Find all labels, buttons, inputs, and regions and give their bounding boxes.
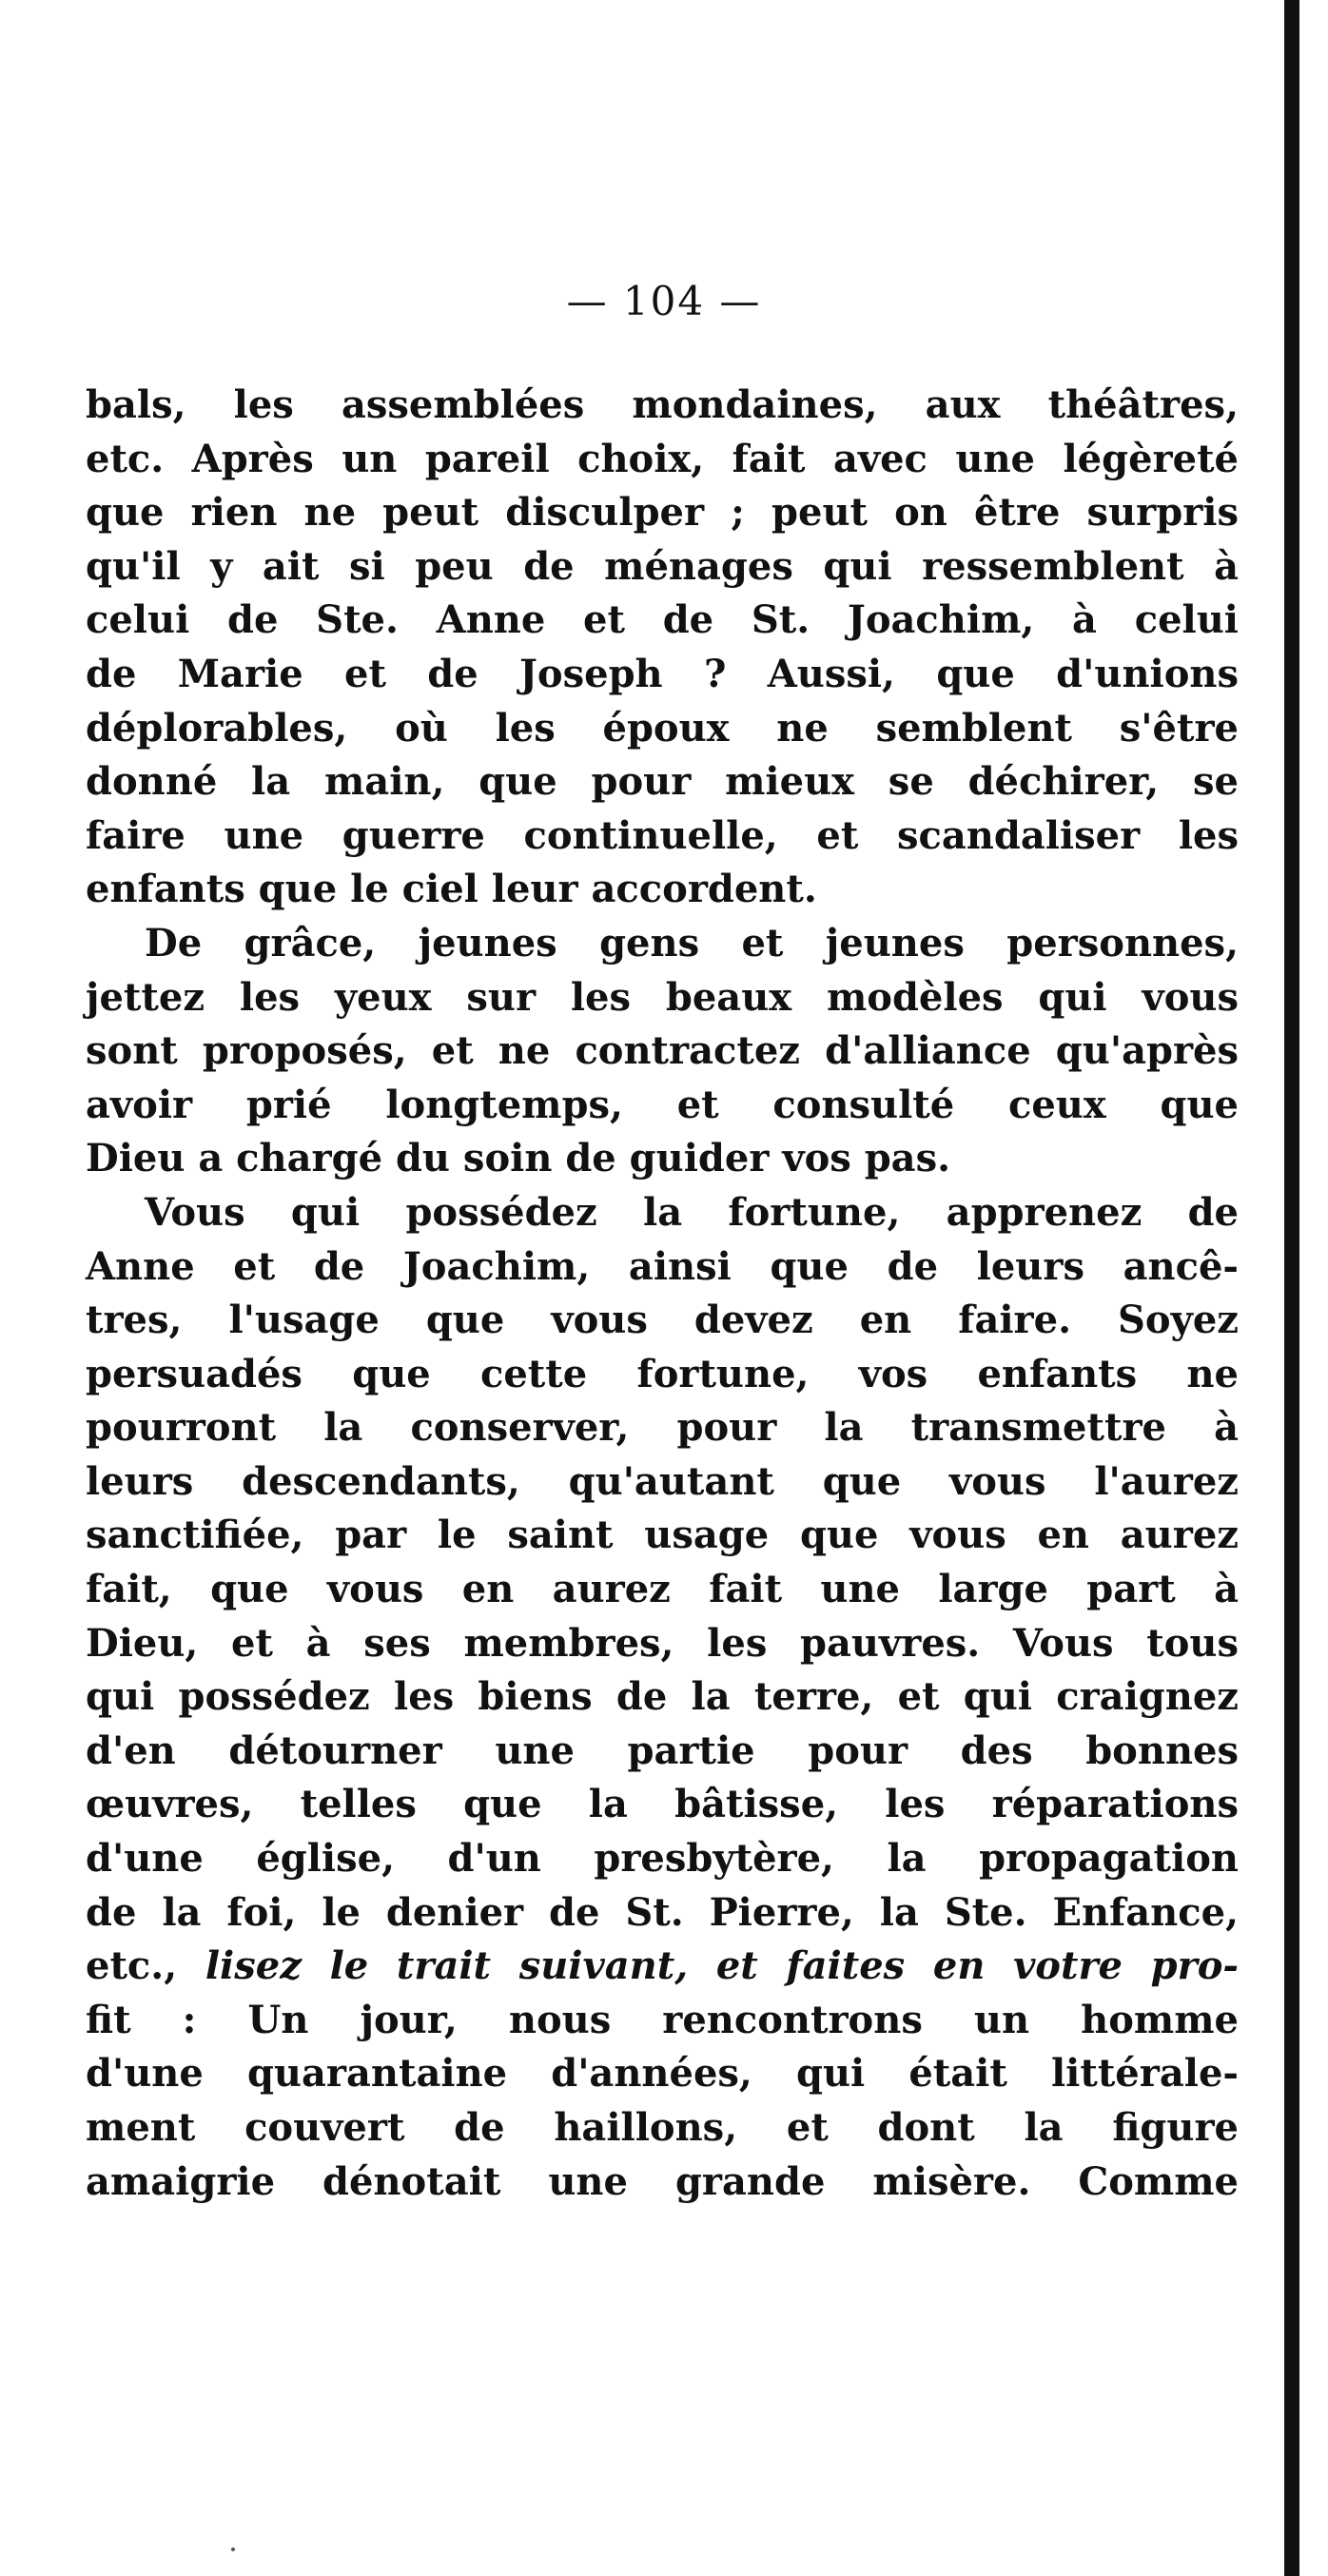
text-line: Anne et de Joachim, ainsi que de leurs ancê- xyxy=(86,1243,1239,1289)
mixed-style-line xyxy=(86,1940,1239,1994)
text-line: d'une église, d'un presbytère, la propagation xyxy=(86,1836,1239,1882)
text-line: jettez les yeux sur les beaux modèles qui vous xyxy=(86,974,1239,1020)
text-line: avoir prié longtemps, et consulté ceux que xyxy=(86,1082,1239,1127)
paragraph-end-line: enfants que le ciel leur accordent. xyxy=(86,867,817,912)
text-line: ment couvert de haillons, et dont la figure xyxy=(86,2105,1239,2150)
text-line: qui possédez les biens de la terre, et qui craignez xyxy=(86,1674,1239,1720)
text-line: d'en détourner une partie pour des bonnes xyxy=(86,1727,1239,1773)
text-line: de Marie et de Joseph ? Aussi, que d'unions xyxy=(86,651,1239,696)
text-line: amaigrie dénotait une grande misère. Comme xyxy=(86,2158,1239,2204)
text-line: que rien ne peut disculper ; peut on être surpris xyxy=(86,490,1239,536)
text-line: fait, que vous en aurez fait une large part à xyxy=(86,1567,1239,1612)
text-line: Dieu, et à ses membres, les pauvres. Vous tous xyxy=(86,1620,1239,1666)
scan-speck xyxy=(231,2547,235,2551)
text-line: qu'il y ait si peu de ménages qui ressemblent à xyxy=(86,543,1239,589)
body-text xyxy=(86,379,1239,2209)
text-line: leurs descendants, qu'autant que vous l'aurez xyxy=(86,1458,1239,1504)
paragraph-end-line: Dieu a chargé du soin de guider vos pas. xyxy=(86,1136,951,1181)
text-line: fit : Un jour, nous rencontrons un homme xyxy=(86,1997,1239,2042)
text-line: donné la main, que pour mieux se déchirer, se xyxy=(86,759,1239,805)
paragraph-start-line: Vous qui possédez la fortune, apprenez de xyxy=(145,1189,1239,1235)
text-line: persuadés que cette fortune, vos enfants ne xyxy=(86,1351,1239,1396)
text-line: sont proposés, et ne contractez d'alliance qu'après xyxy=(86,1028,1239,1074)
italic-text-run: lisez le trait suivant, et faites en votre pro- xyxy=(205,1943,1239,1989)
paragraph-start-line: De grâce, jeunes gens et jeunes personnes, xyxy=(145,920,1239,966)
text-line: faire une guerre continuelle, et scandaliser les xyxy=(86,812,1239,858)
text-run: etc., xyxy=(86,1943,178,1989)
text-line: d'une quarantaine d'années, qui était littérale- xyxy=(86,2051,1239,2097)
text-line: bals, les assemblées mondaines, aux théâtres, xyxy=(86,382,1239,427)
text-line: sanctifiée, par le saint usage que vous en aurez xyxy=(86,1512,1239,1558)
text-line: de la foi, le denier de St. Pierre, la Ste. Enfance, xyxy=(86,1889,1239,1935)
text-line: œuvres, telles que la bâtisse, les réparations xyxy=(86,1782,1239,1827)
text-line: tres, l'usage que vous devez en faire. Soyez xyxy=(86,1298,1239,1343)
page-number: — 104 — xyxy=(566,278,762,324)
text-line: pourront la conserver, pour la transmettre à xyxy=(86,1405,1239,1451)
text-line: déplorables, où les époux ne semblent s'être xyxy=(86,705,1239,751)
text-line: celui de Ste. Anne et de St. Joachim, à celui xyxy=(86,597,1239,643)
text-line: etc. Après un pareil choix, fait avec une légèreté xyxy=(86,436,1239,481)
page-edge-rule xyxy=(1284,0,1299,2576)
